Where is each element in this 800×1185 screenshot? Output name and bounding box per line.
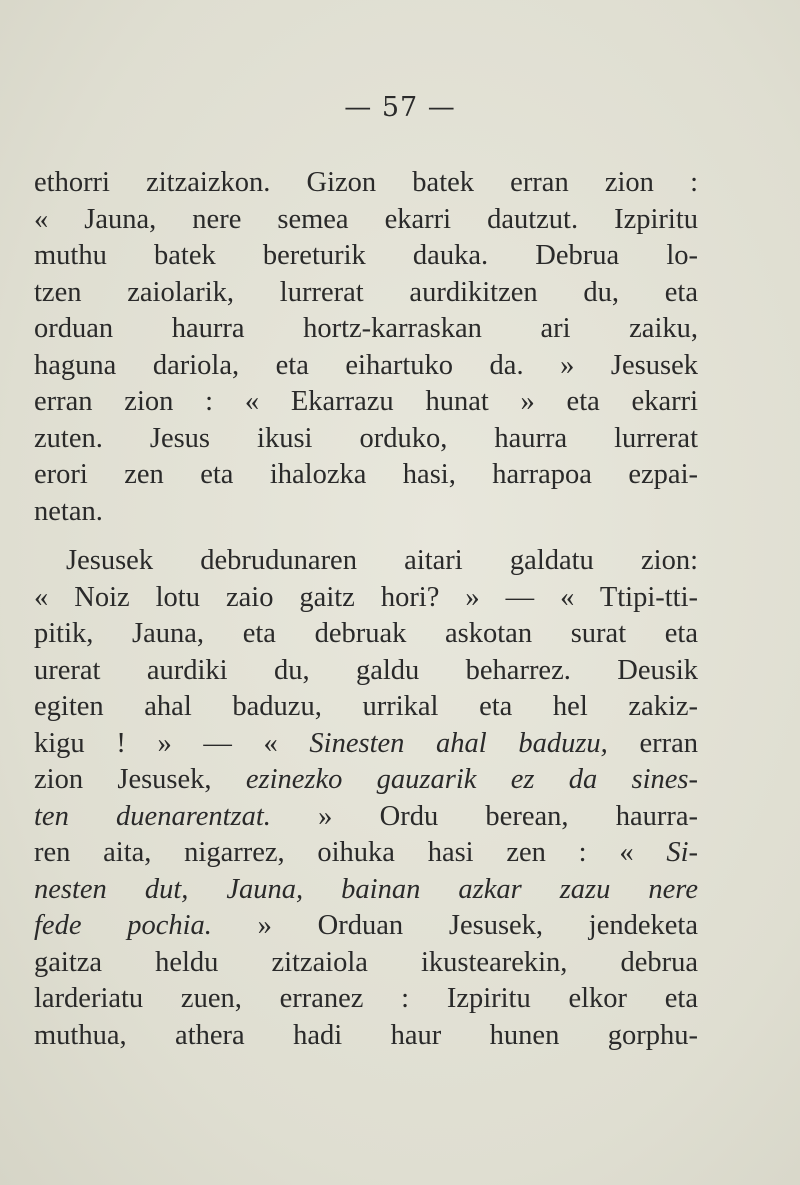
text-line bbox=[34, 616, 698, 652]
text-segment: ethorri zitzaizkon. Gizon batek erran zion : bbox=[34, 167, 698, 198]
text-line bbox=[34, 421, 698, 457]
text-segment: muthu batek bereturik dauka. Debrua lo- bbox=[34, 240, 698, 271]
text-line bbox=[34, 835, 698, 871]
italic-text-segment: Sinesten ahal baduzu, bbox=[309, 727, 608, 759]
text-line bbox=[34, 165, 698, 201]
text-segment: orduan haurra hortz-karraskan ari zaiku, bbox=[34, 313, 698, 344]
text-segment: Jesusek debrudunaren aitari galdatu zion: bbox=[66, 545, 698, 576]
text-line bbox=[34, 799, 698, 835]
text-segment: kigu ! » — « bbox=[34, 727, 310, 759]
text-line bbox=[34, 202, 698, 238]
text-segment: urerat aurdiki du, galdu beharrez. Deusik bbox=[34, 654, 698, 686]
text-segment: ren aita, nigarrez, oihuka hasi zen : « bbox=[34, 837, 667, 868]
italic-text-segment: fede pochia. bbox=[34, 910, 212, 941]
text-line bbox=[34, 945, 698, 981]
text-segment: « Noiz lotu zaio gaitz hori? » — « Ttipi-tti- bbox=[34, 581, 698, 613]
italic-text-segment: ezinezko gauzarik ez da sines- bbox=[245, 764, 699, 795]
text-line bbox=[34, 872, 698, 908]
text-segment: » Orduan Jesusek, jendeketa bbox=[211, 910, 698, 941]
text-line bbox=[66, 543, 698, 579]
text-segment: » Ordu berean, haurra- bbox=[270, 800, 698, 832]
text-line bbox=[34, 494, 698, 530]
text-line bbox=[34, 384, 698, 420]
text-segment: tzen zaiolarik, lurrerat aurdikitzen du, eta bbox=[34, 276, 698, 308]
text-line bbox=[34, 348, 698, 384]
text-line bbox=[34, 275, 698, 311]
text-line bbox=[34, 1018, 698, 1054]
page-number: — 57 — bbox=[344, 92, 456, 123]
text-segment: larderiatu zuen, erranez : Izpiritu elkor eta bbox=[34, 983, 698, 1014]
text-line bbox=[34, 908, 698, 944]
text-line bbox=[34, 689, 698, 725]
text-segment: « Jauna, nere semea ekarri dautzut. Izpiritu bbox=[34, 203, 698, 235]
italic-text-segment: ten duenarentzat. bbox=[34, 800, 271, 832]
text-segment: haguna dariola, eta eihartuko da. » Jesusek bbox=[34, 349, 698, 381]
text-segment: egiten ahal baduzu, urrikal eta hel zakiz- bbox=[34, 691, 698, 722]
text-line bbox=[34, 238, 698, 274]
text-segment: zuten. Jesus ikusi orduko, haurra lurrerat bbox=[34, 422, 698, 454]
italic-text-segment: Si- bbox=[666, 837, 698, 868]
text-line bbox=[34, 653, 698, 689]
text-line bbox=[34, 981, 698, 1017]
text-line bbox=[34, 457, 698, 493]
text-segment: zion Jesusek, bbox=[34, 764, 246, 795]
text-segment: muthua, athera hadi haur hunen gorphu- bbox=[34, 1019, 698, 1051]
text-line bbox=[34, 726, 698, 762]
italic-text-segment: nesten dut, Jauna, bainan azkar zazu nere bbox=[34, 873, 698, 905]
text-line bbox=[34, 311, 698, 347]
text-segment: gaitza heldu zitzaiola ikustearekin, debrua bbox=[34, 946, 698, 978]
text-line bbox=[34, 762, 698, 798]
text-segment: netan. bbox=[34, 495, 103, 527]
text-segment: erran bbox=[607, 727, 698, 759]
text-line bbox=[34, 580, 698, 616]
text-segment: pitik, Jauna, eta debruak askotan surat eta bbox=[34, 618, 698, 649]
text-segment: erori zen eta ihalozka hasi, harrapoa ezpai- bbox=[34, 459, 698, 490]
text-segment: erran zion : « Ekarrazu hunat » eta ekarri bbox=[34, 386, 698, 417]
